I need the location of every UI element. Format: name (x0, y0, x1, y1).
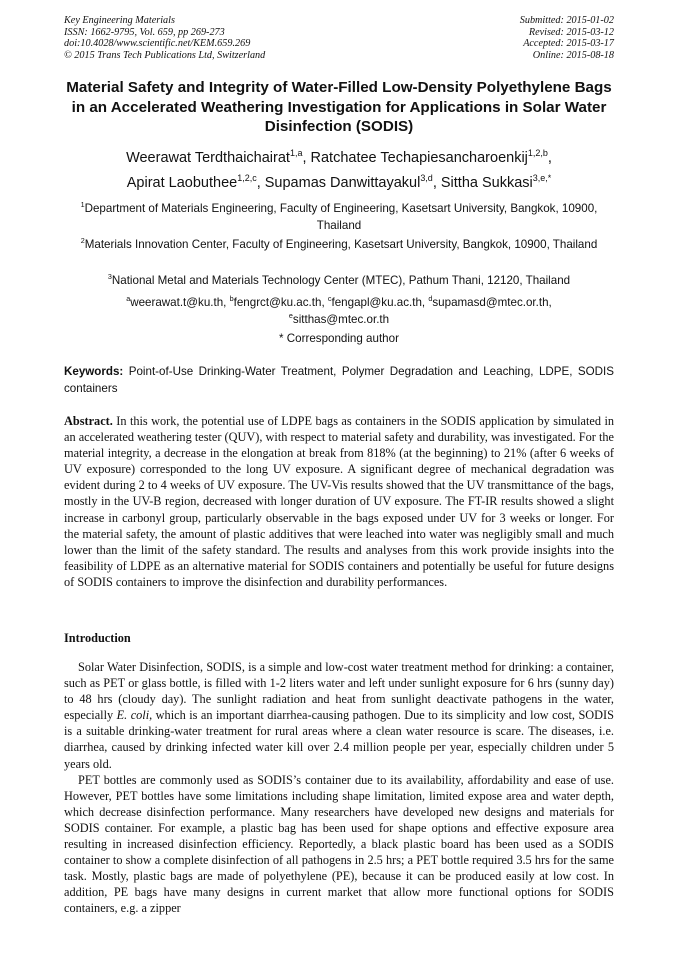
paragraph-text: Solar Water Disinfection, SODIS, is a simple and low-cost water treatment method for drinking: a container, such as PET or glass bottle, is filled with 1-2 liters water and left under sunlight exposure for 6 hrs (sunny day) to 48 hrs (cloudy day). The sunlight radiation and heat from sunlight deactivate pathogens in the water, especially (64, 660, 614, 723)
species-name: E. coli (116, 708, 150, 723)
author-name: Supamas Danwittayakul (264, 174, 421, 191)
email-address[interactable]: fengapl@ku.ac.th (331, 296, 422, 309)
affiliation-number: 3 (107, 272, 112, 282)
abstract (64, 413, 614, 590)
affiliation-text: National Metal and Materials Technology Center (MTEC), Pathum Thani, 12120, Thailand (111, 274, 571, 287)
author-affil-sup: 3,d (420, 172, 433, 183)
introduction-body (64, 659, 614, 917)
journal-header-right (520, 15, 614, 61)
abstract-label: Abstract. (64, 414, 113, 428)
date-submitted: Submitted: 2015-01-02 (519, 15, 614, 26)
email-address[interactable]: fengrct@ku.ac.th (233, 296, 322, 309)
introduction-paragraph-2: PET bottles are commonly used as SODIS’s container due to its availability, affordability and ease of use. However, PET bottles have some limitations including shape limitation, limited expose area and water depth, which decrease disinfection performance. Many researchers have developed new designs and materials for SODIS container. For example, a plastic bag has been used for shape options and effective exposure area resulting in increased disinfection efficiency. Reportedly, a black plastic board has been used as a SODIS container to show a complete disinfection of all pathogens in 2.5 hrs; a PET bottle required 3.5 hrs for the same task. Mostly, plastic bags are made of polyethylene (PE), because it can be produced easily at low cost. In addition, PE bags have many designs in current market that allow more functional options for SODIS containers, e.g. a zipper (64, 772, 614, 916)
author-list: Weerawat Terdthaichairat$^{1,a}$, Ratchatee Techapiesancharoenkij$^{1,2,b}$, Apirat Laobuthee$^{1,2,c}$, Supamas Danwittayakul$^{3,d}$, Sittha Sukkasi$^{3,e,*}$ (126, 148, 552, 191)
email-sup: a (126, 294, 131, 304)
affiliation-3 (70, 272, 608, 289)
section-heading-introduction: Introduction (64, 631, 131, 645)
email-sup: b (229, 294, 234, 304)
paragraph-text: , which is an important diarrhea-causing pathogen. Due to its simplicity and low cost, SODIS is a suitable drinking-water treatment for rural areas where a clean water resource is scare. The diseases, i.e. diarrhea, caused by drinking infected water kill over 2.4 million people per year, especially children under 5 years old. (64, 708, 614, 771)
keywords (64, 364, 614, 397)
affiliation-2 (70, 236, 608, 253)
corresponding-author-note: * Corresponding author (279, 332, 399, 345)
affiliation-number: 1 (80, 200, 85, 210)
email-address[interactable]: weerawat.t@ku.th (130, 296, 224, 309)
journal-issn: ISSN: 1662-9795, Vol. 659, pp 269-273 (64, 26, 225, 38)
affiliation-1 (70, 200, 608, 234)
email-sup: e (288, 311, 293, 321)
author-affil-sup: 1,a (289, 148, 303, 159)
email-address[interactable]: supamasd@mtec.or.th (432, 296, 549, 309)
email-list: $^a$weerawat.t@ku.th, $^b$fengrct@ku.ac.th, $^c$fengapl@ku.ac.th, $^d$supamasd@mtec.or.th, $^e$sitthas@mtec.or.th (126, 294, 552, 326)
affiliation-number: 2 (80, 236, 85, 246)
author-affil-sup: 1,2,b (527, 148, 548, 159)
keywords-label: Keywords: (64, 365, 124, 378)
introduction-paragraph-1 (64, 659, 614, 772)
affiliation-text: Department of Materials Engineering, Faculty of Engineering, Kasetsart University, Bangkok, 10900, Thailand (84, 202, 598, 232)
email-sup: c (327, 294, 332, 304)
author-name: Ratchatee Techapiesancharoenkij (310, 150, 528, 166)
author-affil-sup: 3,e,* (532, 172, 552, 183)
author-affil-sup: 1,2,c (237, 172, 257, 183)
date-online: Online: 2015-08-18 (532, 49, 614, 61)
email-sup: d (428, 294, 433, 304)
author-name: Weerawat Terdthaichairat (126, 150, 290, 166)
date-revised: Revised: 2015-03-12 (528, 26, 614, 38)
journal-name: Key Engineering Materials (64, 15, 175, 26)
journal-copyright: © 2015 Trans Tech Publications Ltd, Switzerland (64, 49, 266, 61)
journal-doi: doi:10.4028/www.scientific.net/KEM.659.269 (64, 38, 251, 50)
author-name: Apirat Laobuthee (126, 174, 238, 191)
affiliation-text: Materials Innovation Center, Faculty of Engineering, Kasetsart University, Bangkok, 10900, Thailand (84, 238, 598, 251)
abstract-text: In this work, the potential use of LDPE bags as containers in the SODIS application by simulated in an accelerated weathering tester (QUV), with respect to material safety and durability, was investigated. For the material integrity, a decrease in the elongation at break from 818% (at the beginning) to 21% (after 6 weeks of UV exposure) corresponded to the long UV exposure. A significant degree of mechanical degradation was evident during 2 to 4 weeks of UV exposure. The UV-Vis results showed that the UV transmittance of the bags, mostly in the UV-B region, decreased with longer duration of UV exposure. The FT-IR results showed a slight increase in carbonyl group, particularly observable in the bags exposed under UV for 3 weeks or longer. For the material safety, the amount of plastic additives that were leached into water was negligibly small and much lower than the limit of the safety standard. The results and analyses from this work provide insights into the feasibility of LDPE as an alternative material for SODIS containers and potentially be useful for future designs of SODIS containers to improve the disinfection and durability performances. (64, 414, 615, 589)
author-name: Sittha Sukkasi (440, 174, 533, 191)
date-accepted: Accepted: 2015-03-17 (523, 38, 614, 50)
keywords-text: Point-of-Use Drinking-Water Treatment, Polymer Degradation and Leaching, LDPE, SODIS containers (64, 365, 615, 395)
email-address[interactable]: sitthas@mtec.or.th (292, 313, 390, 326)
journal-header-left (64, 15, 265, 61)
paper-title: Material Safety and Integrity of Water-Filled Low-Density Polyethylene Bags in an Accelerated Weathering Investigation for Applications in Solar Water Disinfection (SODIS) (66, 79, 612, 136)
